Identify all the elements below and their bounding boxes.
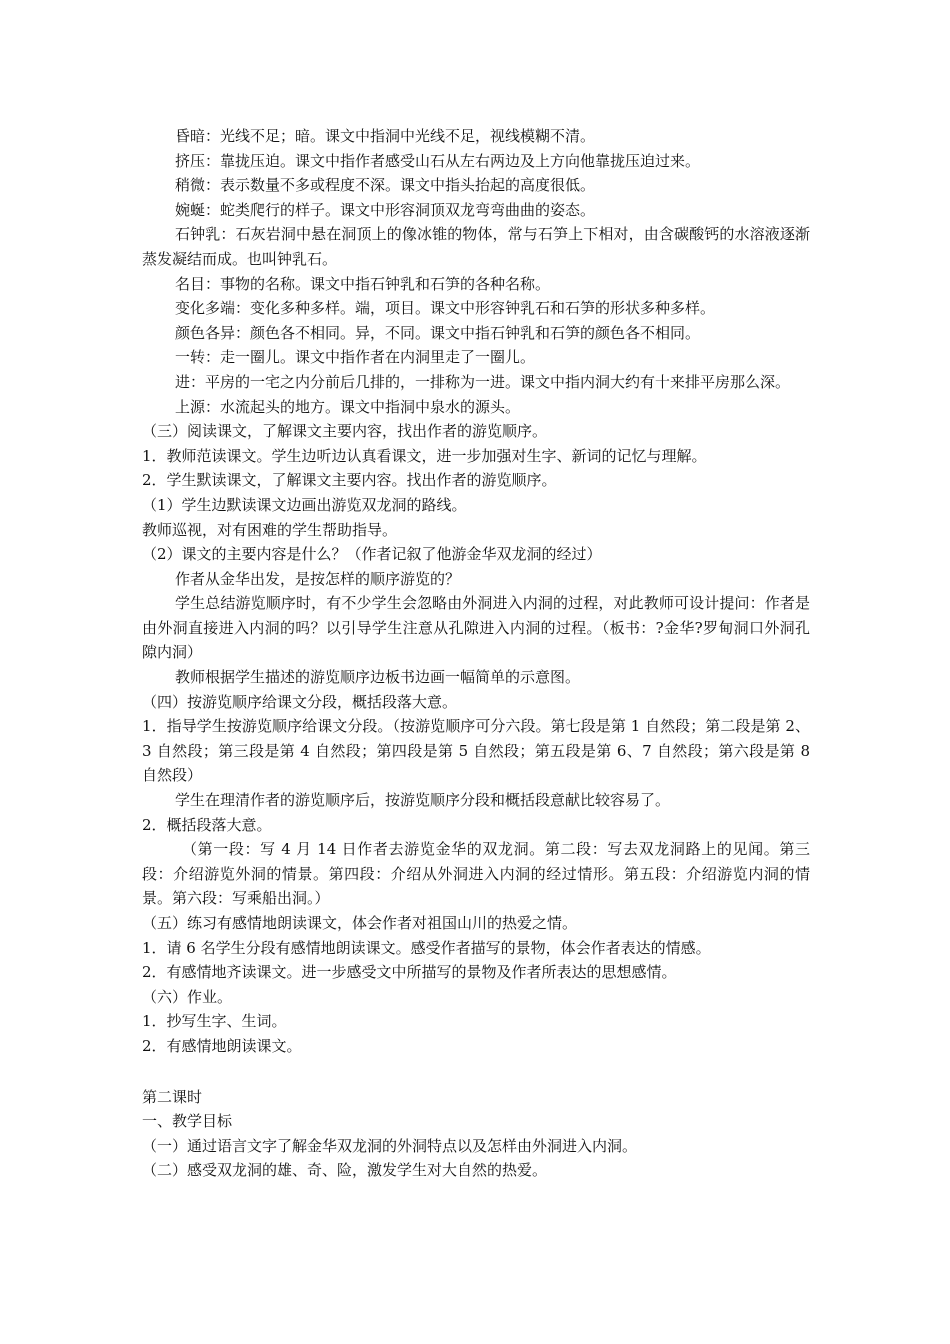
objective-item: （一）通过语言文字了解金华双龙洞的外洞特点以及怎样由外洞进入内洞。 bbox=[142, 1136, 638, 1155]
vocab-bianhuaduoduan: 变化多端：变化多种多样。端，项目。课文中形容钟乳石和石笋的形状多种多样。 bbox=[175, 299, 716, 318]
document-body bbox=[142, 124, 810, 1183]
list-item: 1．教师范读课文。学生边听边认真看课文，进一步加强对生字、新词的记忆与理解。 bbox=[142, 446, 707, 465]
paragraph: 教师巡视，对有困难的学生帮助指导。 bbox=[142, 520, 398, 539]
list-item: 1．抄写生字、生词。 bbox=[142, 1012, 287, 1031]
paragraph: 作者从金华出发，是按怎样的顺序游览的？ bbox=[175, 569, 461, 588]
paragraph: 学生在理清作者的游览顺序后，按游览顺序分段和概括段意献比较容易了。 bbox=[175, 791, 671, 810]
paragraph: （第一段：写 4 月 14 日作者去游览金华的双龙洞。第二段：写去双龙洞路上的见闻。第三段：介绍游览外洞的情景。第四段：介绍从外洞进入内洞的经过情形。第五段：介绍游览内洞的情景。第六段：写乘船出洞。） bbox=[142, 840, 810, 908]
paragraph: 学生总结游览顺序时，有不少学生会忽略由外洞进入内洞的过程，对此教师可设计提问：作者是由外洞直接进入内洞的吗？以引导学生注意从孔隙进入内洞的过程。（板书：?金华?罗甸洞口外洞孔隙内洞） bbox=[142, 594, 810, 662]
vocab-yansegeyi: 颜色各异：颜色各不相同。异，不同。课文中指石钟乳和石笋的颜色各不相同。 bbox=[175, 323, 701, 342]
vocab-wanyan: 婉蜒：蛇类爬行的样子。课文中形容洞顶双龙弯弯曲曲的姿态。 bbox=[175, 200, 596, 219]
sub-item: （1）学生边默读课文边画出游览双龙洞的路线。 bbox=[142, 495, 467, 514]
section-heading-3: （三）阅读课文，了解课文主要内容，找出作者的游览顺序。 bbox=[142, 422, 548, 441]
section-heading-4: （四）按游览顺序给课文分段，概括段落大意。 bbox=[142, 692, 458, 711]
lesson-title: 第二课时 bbox=[142, 1087, 203, 1106]
list-item: 2．概括段落大意。 bbox=[142, 815, 272, 834]
sub-item: （2）课文的主要内容是什么？（作者记叙了他游金华双龙洞的经过） bbox=[142, 545, 602, 564]
list-item: 2．有感情地齐读课文。进一步感受文中所描写的景物及作者所表达的思想感情。 bbox=[142, 963, 677, 982]
objective-item: （二）感受双龙洞的雄、奇、险，激发学生对大自然的热爱。 bbox=[142, 1161, 548, 1180]
vocab-jin: 进：平房的一宅之内分前后几排的，一排称为一进。课文中指内洞大约有十来排平房那么深。 bbox=[175, 372, 791, 391]
vocab-hunan: 昏暗：光线不足；暗。课文中指洞中光线不足，视线模糊不清。 bbox=[175, 127, 596, 145]
spacer bbox=[142, 1059, 810, 1085]
list-item: 2．学生默读课文，了解课文主要内容。找出作者的游览顺序。 bbox=[142, 471, 557, 490]
vocab-mingmu: 名目：事物的名称。课文中指石钟乳和石笋的各种名称。 bbox=[175, 274, 551, 293]
section-heading: 一、教学目标 bbox=[142, 1112, 233, 1131]
section-heading-5: （五）练习有感情地朗读课文，体会作者对祖国山川的热爱之情。 bbox=[142, 914, 578, 932]
vocab-jiya: 挤压：靠拢压迫。课文中指作者感受山石从左右两边及上方向他靠拢压迫过来。 bbox=[175, 151, 701, 170]
vocab-shizhongru: 石钟乳：石灰岩洞中悬在洞顶上的像冰锥的物体，常与石笋上下相对，由含碳酸钙的水溶液逐渐蒸发凝结而成。也叫钟乳石。 bbox=[142, 225, 810, 268]
vocab-shaowei: 稍微：表示数量不多或程度不深。课文中指头抬起的高度很低。 bbox=[175, 176, 596, 195]
vocab-shangyuan: 上源：水流起头的地方。课文中指洞中泉水的源头。 bbox=[175, 397, 521, 416]
list-item: 1．请 6 名学生分段有感情地朗读课文。感受作者描写的景物，体会作者表达的情感。 bbox=[142, 938, 711, 957]
list-item: 2．有感情地朗读课文。 bbox=[142, 1036, 302, 1055]
section-heading-6: （六）作业。 bbox=[142, 987, 233, 1006]
list-item: 1．指导学生按游览顺序给课文分段。（按游览顺序可分六段。第七段是第 1 自然段；第二段是第 2、3 自然段；第三段是第 4 自然段；第四段是第 5 自然段；第五段是第 6、7 自然段；第六段是第 8 自然段） bbox=[142, 717, 810, 785]
vocab-yizhuan: 一转：走一圈儿。课文中指作者在内洞里走了一圈儿。 bbox=[175, 348, 536, 367]
paragraph: 教师根据学生描述的游览顺序边板书边画一幅简单的示意图。 bbox=[175, 668, 581, 687]
